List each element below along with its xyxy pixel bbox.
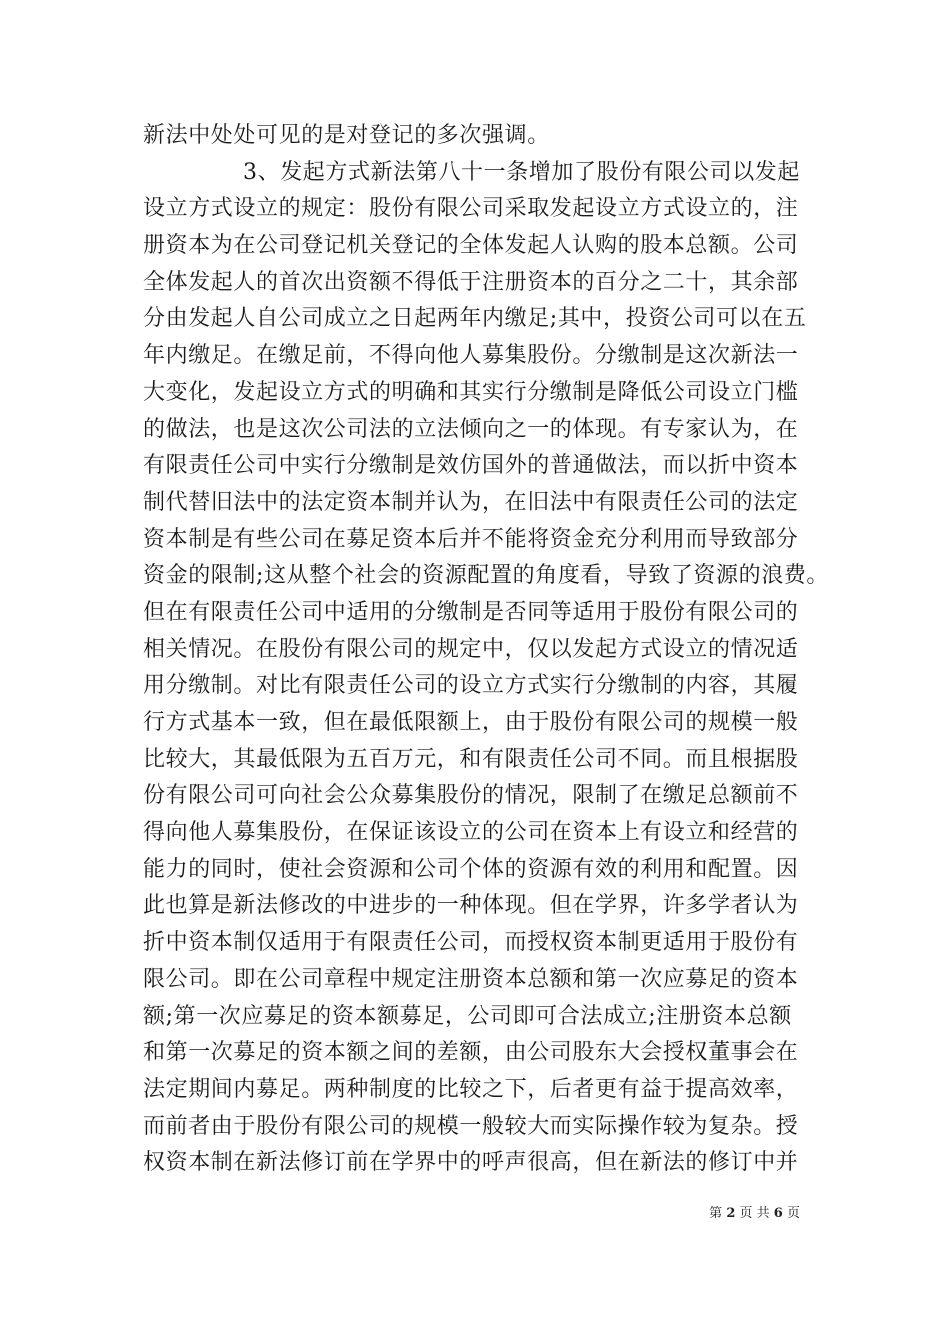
text-line: 折中资本制仅适用于有限责任公司，而授权资本制更适用于股份有: [143, 930, 799, 956]
text-line: 册资本为在公司登记机关登记的全体发起人认购的股本总额。公司: [143, 233, 799, 259]
text-line: 资金的限制;这从整个社会的资源配置的角度看，导致了资源的浪费。: [143, 563, 830, 589]
text-line: 法定期间内募足。两种制度的比较之下，后者更有益于提高效率，: [143, 1076, 799, 1102]
text-line: 3、发起方式新法第八十一条增加了股份有限公司以发起: [243, 159, 800, 185]
text-line: 制代替旧法中的法定资本制并认为，在旧法中有限责任公司的法定: [143, 489, 799, 515]
footer-middle: 页 共: [739, 1206, 770, 1221]
text-line: 行方式基本一致，但在最低限额上，由于股份有限公司的规模一般: [143, 710, 799, 735]
text-line: 分由发起人自公司成立之日起两年内缴足;其中，投资公司可以在五: [143, 306, 807, 332]
text-line: 新法中处处可见的是对登记的多次强调。: [143, 123, 550, 148]
text-line: 的做法，也是这次公司法的立法倾向之一的体现。有专家认为，在: [143, 416, 799, 442]
text-line: 但在有限责任公司中适用的分缴制是否同等适用于股份有限公司的: [143, 599, 799, 625]
text-line: 用分缴制。对比有限责任公司的设立方式实行分缴制的内容，其履: [143, 673, 799, 699]
text-line: 能力的同时，使社会资源和公司个体的资源有效的利用和配置。因: [143, 856, 799, 882]
text-line: 而前者由于股份有限公司的规模一般较大而实际操作较为复杂。授: [143, 1113, 799, 1139]
text-line: 全体发起人的首次出资额不得低于注册资本的百分之二十，其余部: [143, 269, 799, 295]
text-line: 得向他人募集股份，在保证该设立的公司在资本上有设立和经营的: [143, 820, 799, 846]
text-line: 有限责任公司中实行分缴制是效仿国外的普通做法，而以折中资本: [143, 453, 799, 479]
text-line: 设立方式设立的规定：股份有限公司采取发起设立方式设立的，注: [143, 196, 799, 222]
text-line: 额;第一次应募足的资本额募足，公司即可合法成立;注册资本总额: [143, 1003, 792, 1029]
page-footer: [709, 1202, 800, 1221]
current-page-number: 2: [726, 1206, 736, 1221]
text-line: 限公司。即在公司章程中规定注册资本总额和第一次应募足的资本: [143, 966, 799, 992]
body-paragraph: [143, 118, 830, 1182]
total-pages-number: 6: [773, 1206, 783, 1221]
text-line: 和第一次募足的资本额之间的差额，由公司股东大会授权董事会在: [143, 1040, 799, 1066]
text-line: 此也算是新法修改的中进步的一种体现。但在学界，许多学者认为: [143, 893, 799, 919]
text-line: 相关情况。在股份有限公司的规定中，仅以发起方式设立的情况适: [143, 636, 799, 662]
text-line: 份有限公司可向社会公众募集股份的情况，限制了在缴足总额前不: [143, 783, 799, 809]
text-line: 大变化，发起设立方式的明确和其实行分缴制是降低公司设立门槛: [143, 379, 799, 405]
footer-prefix: 第: [709, 1206, 723, 1221]
text-line: 年内缴足。在缴足前，不得向他人募集股份。分缴制是这次新法一: [143, 343, 799, 369]
text-line: 权资本制在新法修订前在学界中的呼声很高，但在新法的修订中并: [143, 1150, 799, 1176]
text-line: 比较大，其最低限为五百万元，和有限责任公司不同。而且根据股: [143, 746, 799, 772]
footer-suffix: 页: [786, 1206, 800, 1221]
text-line: 资本制是有些公司在募足资本后并不能将资金充分利用而导致部分: [143, 526, 799, 552]
